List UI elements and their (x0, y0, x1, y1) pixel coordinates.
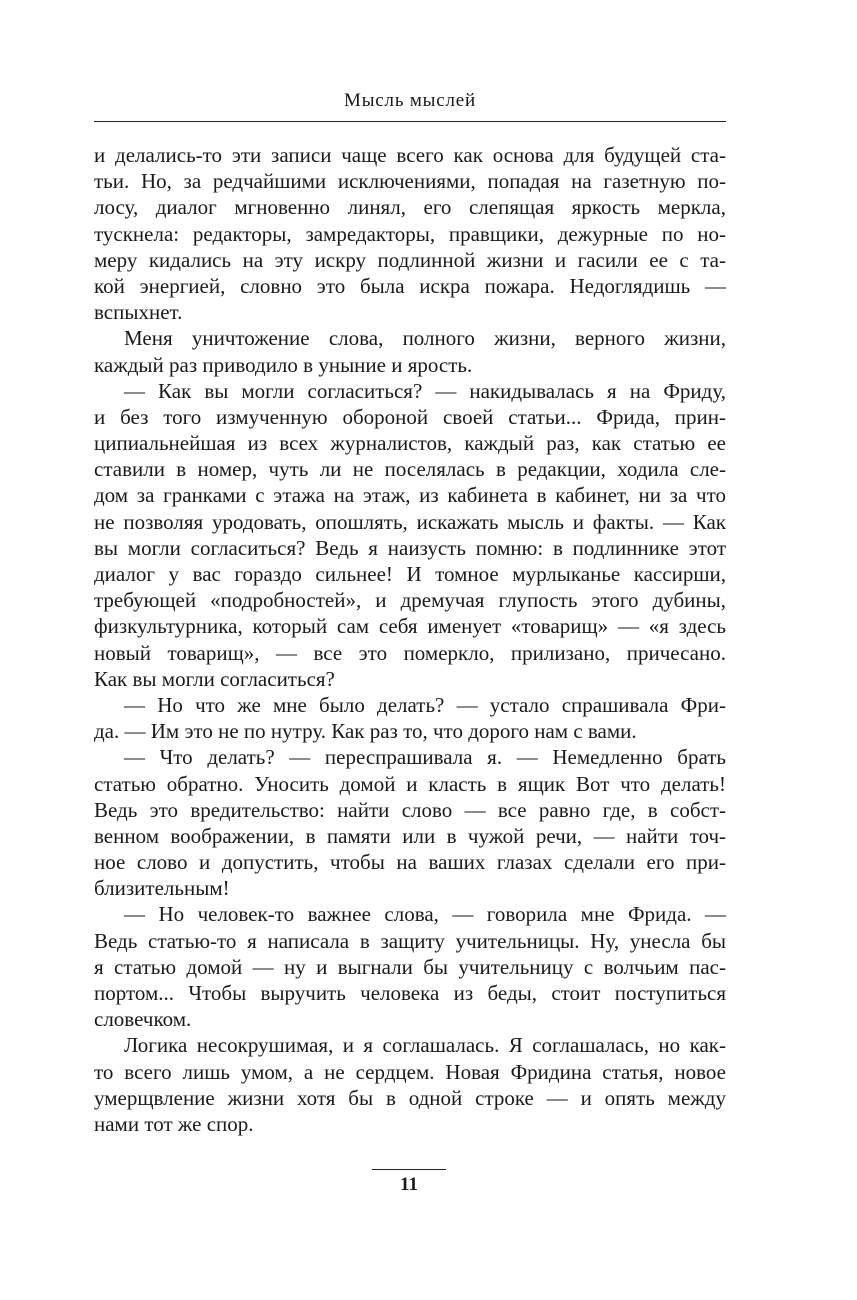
text-line: нами тот же спор. (94, 1111, 254, 1136)
text-line: да. — Им это не по нутру. Как раз то, что дорого нам с вами. (94, 719, 637, 744)
body-text (94, 142, 726, 1137)
text-line: требующей «подробностей», и дремучая глупость этого дубины, (94, 588, 726, 613)
text-line: портом... Чтобы выручить человека из беды, стоит поступиться (94, 981, 726, 1005)
text-line: статью обратно. Уносить домой и класть в ящик Вот что делать! (94, 771, 726, 796)
text-line: меру кидались на эту искру подлинной жизни и гасили ее с та- (94, 247, 726, 272)
text-line: лосу, диалог мгновенно линял, его слепящая яркость меркла, (94, 195, 726, 220)
text-line: диалог у вас гораздо сильнее! И томное мурлыканье кассирши, (94, 562, 726, 586)
text-line: ное слово и допустить, чтобы на ваших глазах сделали его при- (94, 850, 726, 875)
header-rule (94, 121, 726, 122)
text-line: Как вы могли согласиться? (94, 666, 335, 691)
text-line: новый товарищ», — все это померкло, прилизано, причесано. (94, 640, 726, 665)
running-head: Мысль мыслей (344, 90, 476, 111)
text-line: и делались-то эти записи чаще всего как основа для будущей ста- (94, 143, 726, 167)
text-line: физкультурника, который сам себя именует «товарищ» — «я здесь (94, 614, 726, 639)
text-line: — Что делать? — переспрашивала я. — Немедленно брать (124, 745, 726, 770)
text-line: венном воображении, в памяти или в чужой речи, — найти точ- (94, 823, 726, 848)
text-line: Ведь это вредительство: найти слово — все равно где, в собст- (94, 797, 726, 822)
text-line: каждый раз приводило в уныние и ярость. (94, 352, 473, 377)
text-line: ставили в номер, чуть ли не поселялась в редакции, ходила сле- (94, 457, 726, 482)
text-line: не позволяя уродовать, опошлять, искажать мысль и факты. — Как (94, 509, 726, 534)
text-line: — Но что же мне было делать? — устало спрашивала Фри- (124, 692, 726, 717)
text-line: Логика несокрушимая, и я соглашалась. Я соглашалась, но как- (124, 1033, 726, 1058)
text-line: — Как вы могли согласиться? — накидывалась я на Фриду, (124, 378, 726, 403)
footer-rule (372, 1169, 446, 1170)
text-line: словечком. (94, 1007, 192, 1032)
text-line: то всего лишь умом, а не сердцем. Новая Фридина статья, новое (94, 1059, 726, 1084)
text-line: дом за гранками с этажа на этаж, из кабинета в кабинет, ни за что (94, 483, 726, 508)
text-line: умерщвление жизни хотя бы в одной строке — и опять между (94, 1085, 726, 1110)
text-line: тускнела: редакторы, замредакторы, правщики, дежурные по но- (94, 221, 726, 246)
text-line: кой энергией, словно это была искра пожара. Недоглядишь — (94, 273, 726, 298)
text-line: Меня уничтожение слова, полного жизни, верного жизни, (124, 326, 726, 351)
page-number: 11 (400, 1174, 418, 1195)
text-line: вспыхнет. (94, 300, 183, 325)
text-line: и без того измученную обороной своей статьи... Фрида, прин- (94, 404, 726, 429)
text-line: я статью домой — ну и выгнали бы учительницу с волчьим пас- (94, 954, 726, 979)
text-line: Ведь статью-то я написала в защиту учительницы. Ну, унесла бы (94, 928, 726, 953)
text-line: вы могли согласиться? Ведь я наизусть помню: в подлиннике этот (94, 535, 726, 560)
text-line: ципиальнейшая из всех журналистов, каждый раз, как статью ее (94, 431, 726, 456)
text-line: — Но человек-то важнее слова, — говорила мне Фрида. — (124, 902, 726, 927)
text-line: близительным! (94, 876, 230, 901)
text-line: тьи. Но, за редчайшими исключениями, попадая на газетную по- (94, 169, 726, 194)
